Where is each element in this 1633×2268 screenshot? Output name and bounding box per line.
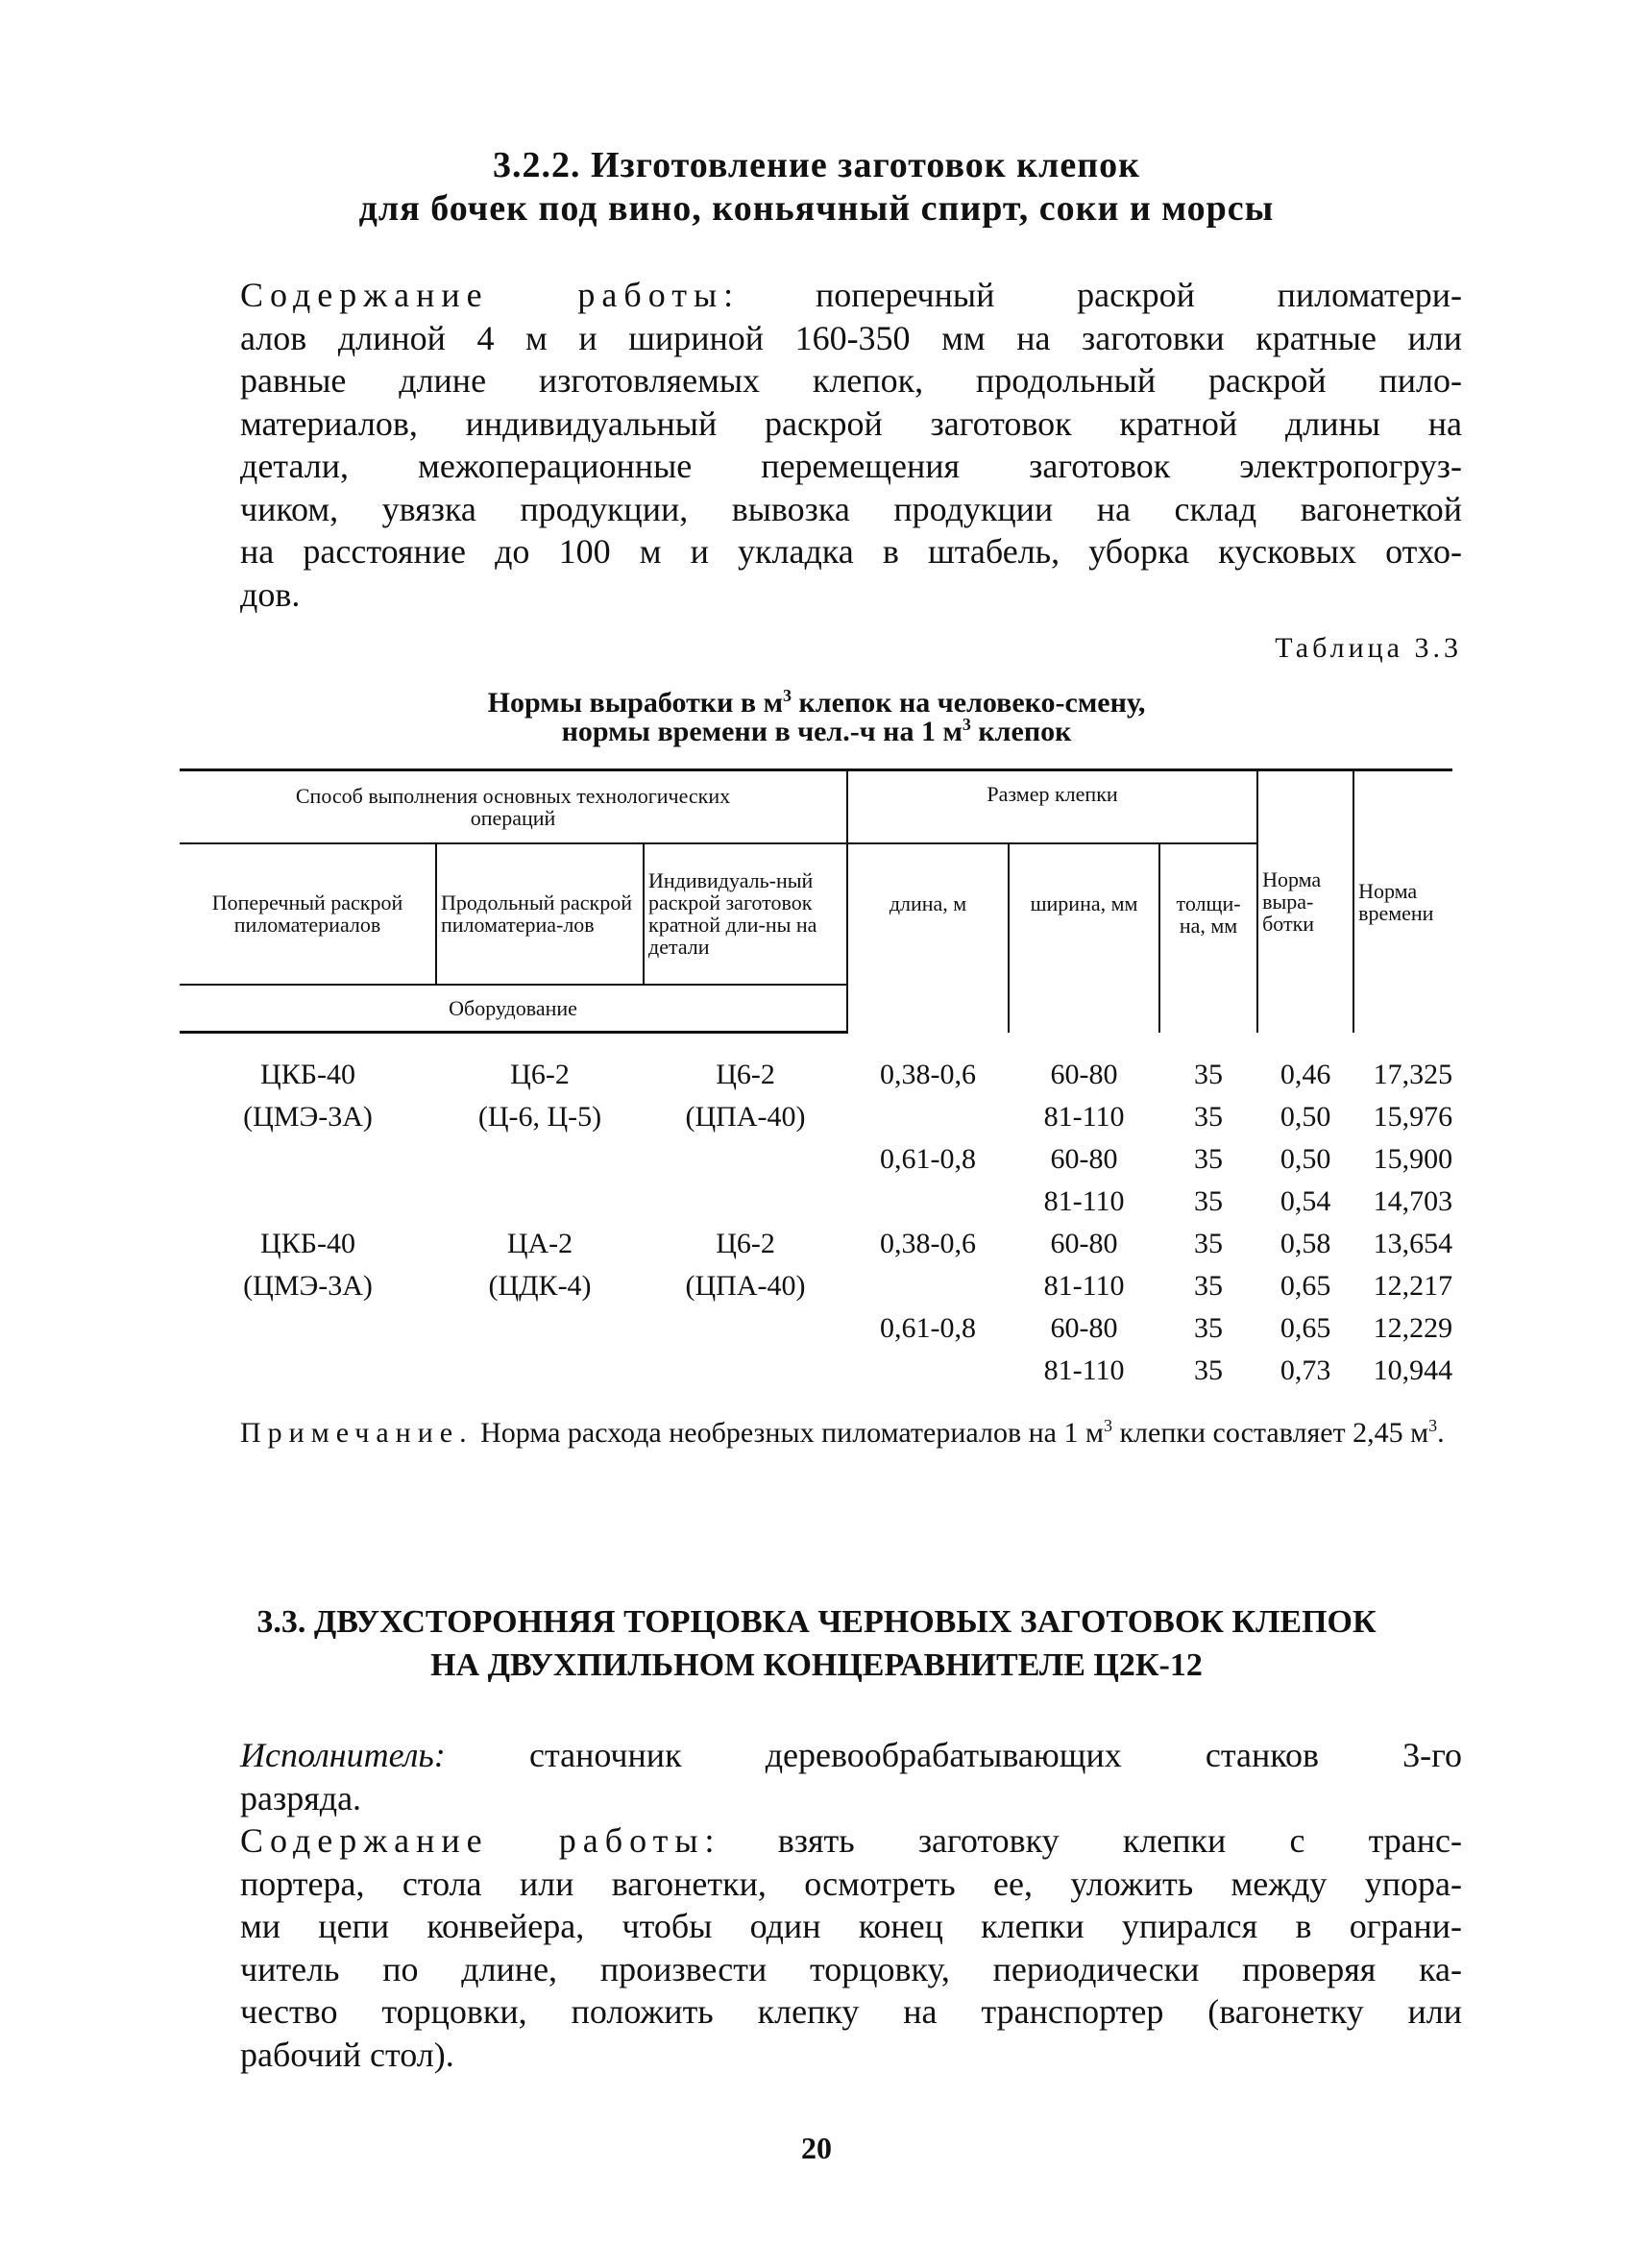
table-note <box>240 1416 1462 1450</box>
table-cell: 15,900 <box>1373 1142 1453 1175</box>
table-cell: 0,73 <box>1280 1353 1331 1386</box>
table-cell: 0,38-0,6 <box>880 1058 977 1090</box>
table-cell: 13,654 <box>1373 1227 1453 1259</box>
table-cell: 0,54 <box>1280 1184 1331 1217</box>
table-cell: 0,38-0,6 <box>880 1227 977 1259</box>
superscript: 3 <box>1428 1416 1438 1435</box>
table-cell: 81-110 <box>1043 1269 1125 1302</box>
superscript: 3 <box>962 715 971 734</box>
table-cell <box>180 1307 436 1350</box>
table-cell: (Ц-6, Ц-5) <box>477 1100 602 1133</box>
table-cell <box>436 1138 644 1181</box>
table-cell: 0,50 <box>1280 1100 1331 1133</box>
table-caption-line1 <box>0 686 1633 719</box>
header-method: Способ выполнения основных технологических операций <box>180 770 847 843</box>
paragraph-line: ми цепи конвейера, чтобы один конец клепки упирался в ограни- <box>240 1907 1462 1945</box>
paragraph-line: разряда. <box>240 1778 362 1817</box>
table-row <box>180 1265 1452 1307</box>
section-title-line1: 3.2.2. Изготовление заготовок клепок <box>492 145 1141 185</box>
table-caption-line2 <box>0 715 1633 747</box>
header-time-norm: Норма времени <box>1353 770 1452 1033</box>
superscript: 3 <box>783 686 792 705</box>
table-cell: 81-110 <box>1043 1353 1125 1386</box>
caption-text: клепок <box>970 716 1072 747</box>
table-cell <box>847 1181 1009 1223</box>
table-row <box>180 1138 1452 1181</box>
norms-table <box>180 768 1452 1392</box>
table-cell <box>180 1138 436 1181</box>
section-title-line2: для бочек под вино, коньячный спирт, соки и морсы <box>358 188 1275 229</box>
header-equipment: Оборудование <box>180 985 847 1033</box>
caption-text: клепок на человеко-смену, <box>792 687 1146 719</box>
table-cell <box>436 1181 644 1223</box>
table-cell: Ц6-2 <box>716 1058 775 1090</box>
table-row <box>180 1307 1452 1350</box>
table-cell: 0,65 <box>1280 1311 1331 1344</box>
header-thickness: толщи-на, мм <box>1159 843 1257 1033</box>
table-cell: 35 <box>1194 1058 1224 1090</box>
table-cell: 35 <box>1194 1311 1224 1344</box>
table-cell <box>180 1350 436 1392</box>
paragraph-line: рабочий стол). <box>240 2035 454 2074</box>
table-cell: 0,46 <box>1280 1058 1331 1090</box>
paragraph-line <box>240 1819 1462 1863</box>
table-cell: Ц6-2 <box>716 1227 775 1259</box>
section-33-title-line1: 3.3. ДВУХСТОРОННЯЯ ТОРЦОВКА ЧЕРНОВЫХ ЗАГОТОВОК КЛЕПОК <box>256 1604 1377 1640</box>
table-cell: 81-110 <box>1043 1184 1125 1217</box>
table-cell: Ц6-2 <box>510 1058 570 1090</box>
paragraph-line: читель по длине, произвести торцовку, периодически проверяя ка- <box>240 1949 1462 1988</box>
table-cell: 60-80 <box>1050 1227 1118 1259</box>
table-cell: 35 <box>1194 1100 1224 1133</box>
table-row <box>180 1096 1452 1138</box>
note-text: клепки составляет 2,45 м <box>1111 1417 1429 1449</box>
table-cell: (ЦМЭ-3А) <box>243 1100 373 1133</box>
table-cell <box>180 1181 436 1223</box>
table-cell <box>847 1265 1009 1307</box>
table-cell: (ЦПА-40) <box>685 1100 806 1133</box>
header-length: длина, м <box>847 843 1009 1033</box>
table-cell: 12,217 <box>1373 1269 1453 1302</box>
header-output-norm: Норма выра-ботки <box>1257 770 1353 1033</box>
paragraph-line: чиком, увязка продукции, вывозка продукции на склад вагонеткой <box>240 489 1462 528</box>
header-rip-cut: Продольный раскрой пиломатериа-лов <box>436 843 644 985</box>
caption-text: Нормы выработки в м <box>487 687 784 719</box>
performer-label: Исполнитель: <box>240 1736 446 1774</box>
section-33-title-line2: НА ДВУХПИЛЬНОМ КОНЦЕРАВНИТЕЛЕ Ц2К-12 <box>430 1647 1203 1683</box>
table-row <box>180 1181 1452 1223</box>
superscript: 3 <box>1103 1416 1112 1435</box>
table-cell: 60-80 <box>1050 1142 1118 1175</box>
header-size: Размер клепки <box>847 770 1257 843</box>
table-cell: (ЦМЭ-3А) <box>243 1269 373 1302</box>
table-cell <box>436 1350 644 1392</box>
table-row <box>180 1350 1452 1392</box>
line-text: станочник деревообрабатывающих станков 3-го <box>445 1736 1462 1774</box>
header-individual-cut: Индивидуаль-ный раскрой заготовок кратной дли-ны на детали <box>644 843 847 985</box>
table-cell: 10,944 <box>1373 1353 1453 1386</box>
header-cross-cut: Поперечный раскрой пиломатериалов <box>180 843 436 985</box>
table-cell: 14,703 <box>1373 1184 1453 1217</box>
caption-text: нормы времени в чел.-ч на 1 м <box>561 716 963 747</box>
table-row <box>180 1223 1452 1265</box>
table-cell: ЦА-2 <box>506 1227 573 1259</box>
paragraph-line: дов. <box>240 574 301 614</box>
note-text: Норма расхода необрезных пиломатериалов на 1 м <box>473 1417 1104 1449</box>
table-cell: 15,976 <box>1373 1100 1453 1133</box>
table-cell: 35 <box>1194 1227 1224 1259</box>
table-cell: 81-110 <box>1043 1100 1125 1133</box>
table-cell: 12,229 <box>1373 1311 1453 1344</box>
paragraph-line: портера, стола или вагонетки, осмотреть ее, уложить между упора- <box>240 1864 1462 1903</box>
note-lead: Примечание. <box>240 1417 474 1449</box>
work-content-lead: Содержание работы <box>240 276 724 314</box>
table-cell <box>847 1350 1009 1392</box>
table-cell <box>644 1350 847 1392</box>
line-text: : взять заготовку клепки с транс- <box>704 1821 1462 1860</box>
note-text: . <box>1437 1417 1445 1449</box>
work-content-lead: Содержание работы <box>240 1821 705 1860</box>
table-cell <box>847 1096 1009 1138</box>
table-cell: 60-80 <box>1050 1311 1118 1344</box>
line-text: : поперечный раскрой пиломатери- <box>723 276 1462 314</box>
paragraph-line: на расстояние до 100 м и укладка в штабель, уборка кусковых отхо- <box>240 532 1462 571</box>
table-cell: (ЦПА-40) <box>685 1269 806 1302</box>
table-cell: 35 <box>1194 1184 1224 1217</box>
paragraph-line <box>240 274 1462 317</box>
table-cell: 35 <box>1194 1269 1224 1302</box>
table-cell <box>644 1181 847 1223</box>
paragraph-line: равные длине изготовляемых клепок, продольный раскрой пило- <box>240 361 1462 400</box>
table-cell: ЦКБ-40 <box>260 1058 355 1090</box>
table-cell: 35 <box>1194 1353 1224 1386</box>
header-width: ширина, мм <box>1009 843 1159 1033</box>
table-cell: 60-80 <box>1050 1058 1118 1090</box>
table-cell: 0,61-0,8 <box>880 1142 977 1175</box>
table-cell: ЦКБ-40 <box>260 1227 355 1259</box>
table-cell: 0,58 <box>1280 1227 1331 1259</box>
table-cell <box>436 1307 644 1350</box>
table-cell <box>644 1307 847 1350</box>
work-content-paragraph <box>240 274 1462 616</box>
performer-paragraph <box>240 1734 1462 2076</box>
page-number: 20 <box>801 2131 832 2165</box>
table-row <box>180 1054 1452 1096</box>
paragraph-line <box>240 1734 1462 1777</box>
table-cell: 0,65 <box>1280 1269 1331 1302</box>
table-cell: 35 <box>1194 1142 1224 1175</box>
paragraph-line: детали, межоперационные перемещения заготовок электропогруз- <box>240 447 1462 485</box>
table-label: Таблица 3.3 <box>1275 632 1462 664</box>
table-cell: 0,61-0,8 <box>880 1311 977 1344</box>
table-cell: 0,50 <box>1280 1142 1331 1175</box>
paragraph-line: чество торцовки, положить клепку на транспортер (вагонетку или <box>240 1992 1462 2031</box>
paragraph-line: материалов, индивидуальный раскрой заготовок кратной длины на <box>240 403 1462 443</box>
table-cell: (ЦДК-4) <box>488 1269 592 1302</box>
table-cell <box>644 1138 847 1181</box>
paragraph-line: алов длиной 4 м и шириной 160-350 мм на заготовки кратные или <box>240 318 1462 357</box>
table-cell: 17,325 <box>1373 1058 1453 1090</box>
